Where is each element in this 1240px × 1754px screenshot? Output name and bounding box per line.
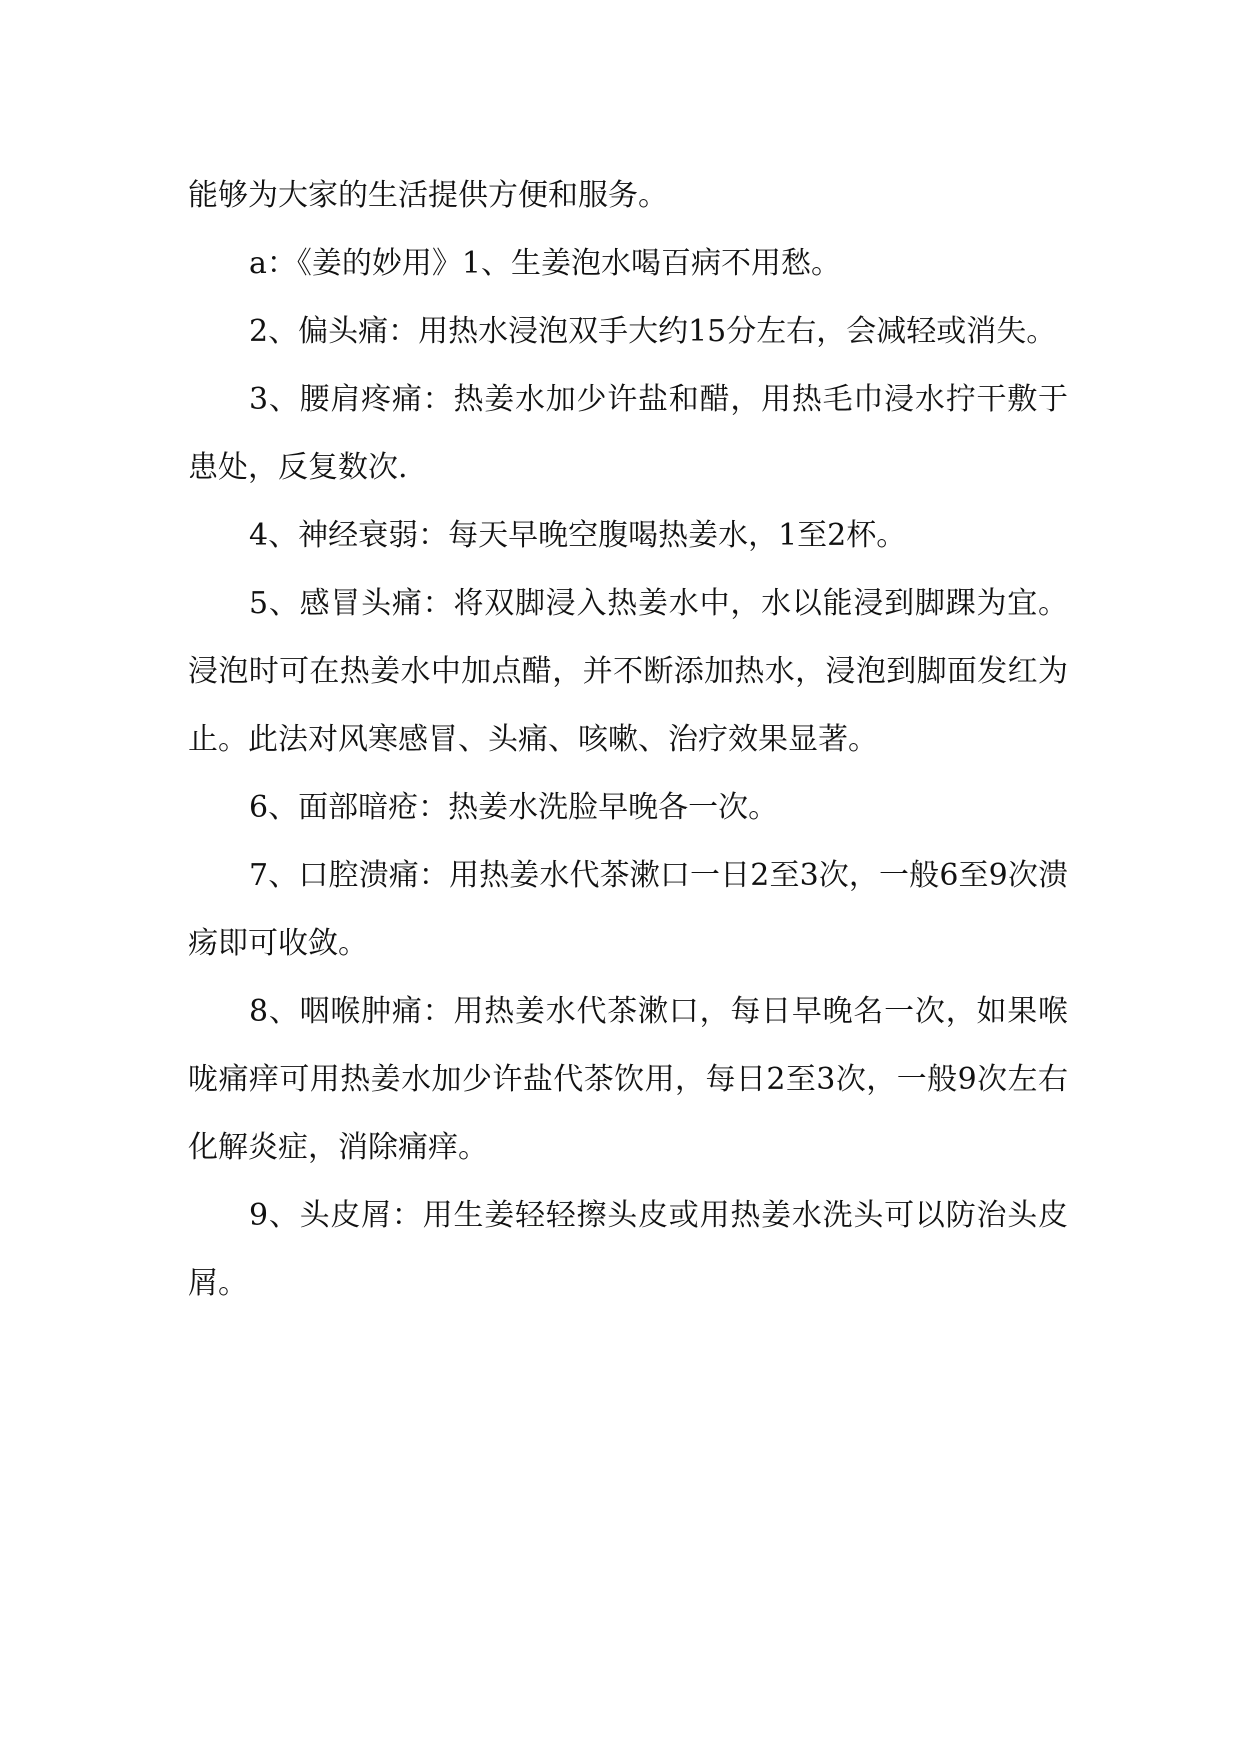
paragraph-item-5: 5、感冒头痛：将双脚浸入热姜水中，水以能浸到脚踝为宜。浸泡时可在热姜水中加点醋，并不断添加热水，浸泡到脚面发红为止。此法对风寒感冒、头痛、咳嗽、治疗效果显著。 (188, 586, 1068, 757)
paragraph-ginger-title: a：《姜的妙用》1、生姜泡水喝百病不用愁。 (249, 246, 841, 281)
paragraph-item-8: 8、咽喉肿痛：用热姜水代茶漱口，每日早晚名一次，如果喉咙痛痒可用热姜水加少许盐代茶饮用，每日2至3次，一般9次左右化解炎症，消除痛痒。 (188, 994, 1068, 1165)
paragraph-item-7: 7、口腔溃痛：用热姜水代茶漱口一日2至3次，一般6至9次溃疡即可收敛。 (188, 858, 1068, 961)
paragraph-item-6: 6、面部暗疮：热姜水洗脸早晚各一次。 (249, 790, 779, 825)
paragraph-item-3: 3、腰肩疼痛：热姜水加少许盐和醋，用热毛巾浸水拧干敷于患处，反复数次. (188, 382, 1068, 485)
paragraph-item-9: 9、头皮屑：用生姜轻轻擦头皮或用热姜水洗头可以防治头皮屑。 (188, 1198, 1068, 1301)
paragraph-item-4: 4、神经衰弱：每天早晚空腹喝热姜水，1至2杯。 (249, 518, 907, 553)
paragraph-item-2: 2、偏头痛：用热水浸泡双手大约15分左右，会减轻或消失。 (249, 314, 1057, 349)
paragraph-intro: 能够为大家的生活提供方便和服务。 (188, 178, 668, 213)
document-body (188, 162, 1068, 1318)
